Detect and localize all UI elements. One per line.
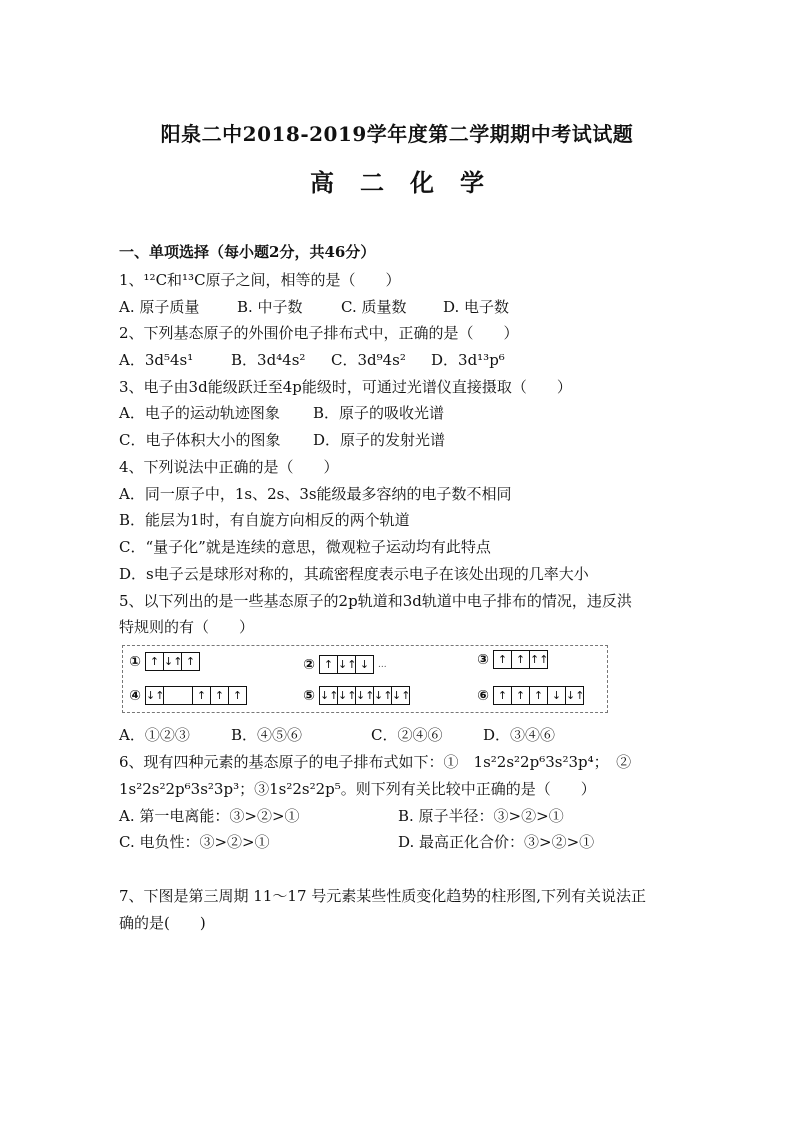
question-3-stem: 3、电子由3d能级跃迁至4p能级时，可通过光谱仪直接摄取（ ）: [119, 378, 572, 396]
question-6-options-row2: [119, 832, 639, 852]
question-1-options: [119, 297, 619, 317]
question-4-stem: 4、下列说法中正确的是（ ）: [119, 458, 339, 476]
question-4-option-a: A．同一原子中，1s、2s、3s能级最多容纳的电子数不相同: [119, 485, 512, 503]
question-3-options-row2: [119, 430, 619, 450]
orbital-box: ↑: [146, 653, 164, 670]
question-1-option-a: A. 原子质量: [119, 298, 200, 316]
orbital-box: ↑: [530, 687, 548, 704]
orbital-box: ↓: [359, 658, 370, 671]
question-4-option-c: C．“量子化”就是连续的意思，微观粒子运动均有此特点: [119, 538, 491, 556]
orbital-box: ↑: [512, 687, 530, 704]
orbital-diagram-panel: [122, 645, 608, 713]
question-6-option-c: C. 电负性：③>②>①: [119, 833, 270, 851]
question-3-option-d: D．原子的发射光谱: [313, 431, 446, 449]
question-6-option-a: A. 第一电离能：③>②>①: [119, 807, 300, 825]
question-5-stem-line1: 5、以下列出的是一些基态原子的2p轨道和3d轨道中电子排布的情况，违反洪: [119, 592, 632, 610]
question-5-option-b: B．④⑤⑥: [231, 726, 303, 744]
question-4-option-d: D．s电子云是球形对称的，其疏密程度表示电子在该处出现的几率大小: [119, 565, 589, 583]
question-5-stem-line2: 特规则的有（ ）: [119, 618, 255, 636]
orbital-box: ↑: [211, 687, 229, 704]
orbital-box: ↓↑: [338, 658, 357, 671]
orbital-box: ↓↑: [338, 689, 357, 702]
question-7-stem-line1: 7、下图是第三周期 11～17 号元素某些性质变化趋势的柱形图,下列有关说法正: [119, 887, 647, 905]
orbital-box: ↓↑: [164, 655, 183, 668]
question-3-option-b: B．原子的吸收光谱: [313, 404, 445, 422]
orbital-box: ↑: [185, 655, 196, 668]
orbital-box: ↓↑: [320, 689, 339, 702]
orbital-diagram-number: ③: [477, 651, 489, 668]
orbital-box: ↑: [232, 689, 243, 702]
orbital-box: ↑: [320, 656, 338, 673]
page-title: 阳泉二中2018-2019学年度第二学期期中考试试题: [160, 122, 634, 146]
orbital-box: ↑: [512, 651, 530, 668]
orbital-box: ↑↑: [530, 653, 549, 666]
question-4-option-b: B．能层为1时，有自旋方向相反的两个轨道: [119, 511, 410, 529]
question-2-option-d: D．3d¹³p⁶: [431, 351, 505, 369]
orbital-box: [164, 687, 193, 704]
question-6-stem-line2: 1s²2s²2p⁶3s²3p³；③1s²2s²2p⁵。则下列有关比较中正确的是（ ）: [119, 780, 596, 798]
orbital-box: ↑: [494, 651, 512, 668]
question-3-option-c: C．电子体积大小的图象: [119, 431, 281, 449]
orbital-box: ↓: [548, 687, 566, 704]
question-6-option-d: D. 最高正化合价：③>②>①: [398, 833, 595, 851]
orbital-diagram: [125, 686, 247, 705]
question-1-option-c: C. 质量数: [341, 298, 407, 316]
orbital-diagram: [473, 686, 584, 705]
orbital-diagram-number: ①: [129, 653, 141, 670]
question-2-option-c: C．3d⁹4s²: [331, 351, 406, 369]
question-2-option-b: B．3d⁴4s²: [231, 351, 306, 369]
question-2-stem: 2、下列基态原子的外围价电子排布式中，正确的是（ ）: [119, 324, 519, 342]
question-3-options-row1: [119, 403, 619, 423]
orbital-box: ↓↑: [392, 689, 411, 702]
orbital-diagram-number: ②: [303, 656, 315, 673]
orbital-box: ↓↑: [374, 689, 393, 702]
orbital-box: ↓↑: [356, 689, 375, 702]
question-5-option-a: A．①②③: [119, 726, 190, 744]
orbital-box: ↓↑: [146, 689, 165, 702]
question-5-options: [119, 725, 619, 745]
question-1-stem: 1、¹²C和¹³C原子之间，相等的是（ ）: [119, 271, 401, 289]
question-5-option-d: D．③④⑥: [483, 726, 556, 744]
section-heading: 一、单项选择（每小题2分，共46分）: [119, 243, 376, 261]
orbital-box: ↑: [193, 687, 211, 704]
question-7-stem-line2: 确的是( ): [119, 914, 206, 932]
orbital-diagram: [299, 655, 387, 674]
question-3-option-a: A．电子的运动轨迹图象: [119, 404, 280, 422]
orbital-diagram-number: ⑥: [477, 687, 489, 704]
orbital-diagram: [473, 650, 548, 669]
orbital-diagram: [299, 686, 410, 705]
question-5-option-c: C．②④⑥: [371, 726, 443, 744]
orbital-box: ↓↑: [566, 689, 585, 702]
orbital-diagram-number: ④: [129, 687, 141, 704]
question-6-options-row1: [119, 806, 639, 826]
question-1-option-b: B. 中子数: [237, 298, 303, 316]
orbital-diagram: [125, 652, 200, 671]
question-6-stem-line1: 6、现有四种元素的基态原子的电子排布式如下：① 1s²2s²2p⁶3s²3p⁴； ②: [119, 753, 632, 771]
question-1-option-d: D. 电子数: [443, 298, 510, 316]
orbital-box: ↑: [494, 687, 512, 704]
orbital-diagram-number: ⑤: [303, 687, 315, 704]
orbital-diagram-tail: ...: [378, 659, 387, 670]
subject-title: 高二化学: [310, 168, 510, 197]
question-2-options: [119, 350, 619, 370]
question-6-option-b: B. 原子半径：③>②>①: [398, 807, 564, 825]
question-2-option-a: A．3d⁵4s¹: [119, 351, 194, 369]
